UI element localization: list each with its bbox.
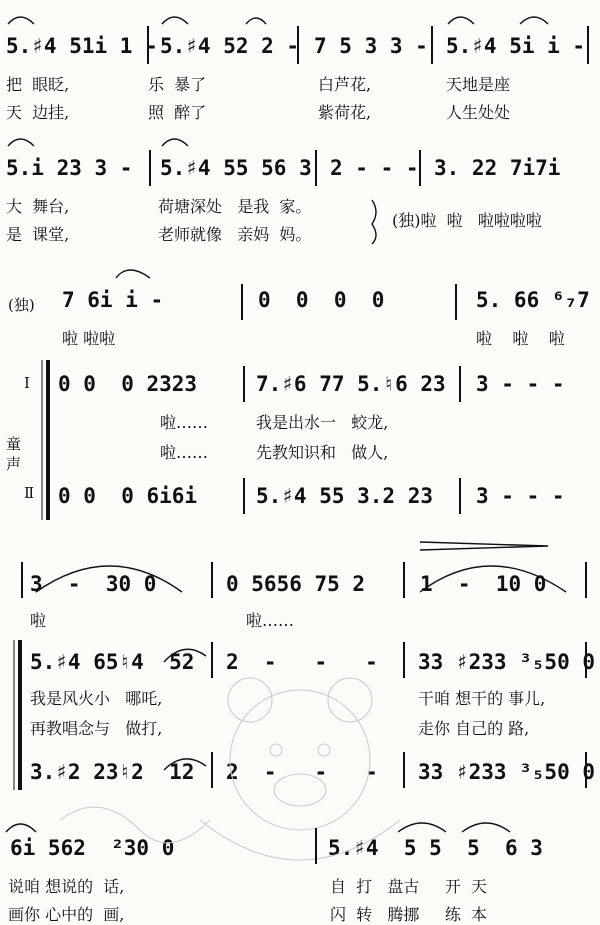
measure-notes: 1 - 10 0 (420, 572, 547, 596)
lyric: 啦 啦啦 (62, 329, 116, 348)
measure-notes: 0 0 0 6i6i (58, 484, 198, 508)
measure-notes: 0 0 0 2323 (58, 372, 198, 396)
lyric: 把 眼眨, (6, 75, 70, 94)
part-II-label: Ⅱ (24, 484, 35, 502)
measure-notes: 33 ♯233 ³₅50 0 (418, 760, 596, 784)
lyric: 说咱 想说的 话, (8, 877, 125, 896)
measure-notes: 5.♯4 51i 1 - (6, 34, 158, 58)
measure-notes: 7.♯6 77 5.♮6 23 (256, 372, 446, 396)
measure-notes: 7 5 3 3 - (314, 34, 428, 58)
slurs (6, 17, 566, 832)
measure-notes: 3. 22 7i7i (434, 156, 561, 180)
lyric: 天地是座 (446, 75, 511, 94)
bar-lines (14, 26, 588, 864)
lyric: 照 醉了 (148, 103, 207, 122)
lyric: 啦…… (160, 443, 209, 462)
lyric: 人生处处 (446, 103, 511, 122)
measure-notes: 2 - - - (330, 156, 419, 180)
measure-notes: 5. 66 ⁶₇7 (476, 288, 590, 312)
measure-notes: 2 - - - (226, 760, 378, 784)
measure-notes: 7 6i i - (62, 288, 164, 312)
lyric: 走你 自己的 路, (418, 719, 530, 738)
background-cartoon (60, 678, 400, 860)
lyric: 再教唱念与 做打, (30, 719, 163, 738)
measure-notes: 5.♯4 55 3.2 23 (256, 484, 434, 508)
lyric: 啦…… (246, 611, 295, 630)
choir-label: 童声 (6, 435, 22, 473)
measure-notes: 3 - - - (476, 372, 565, 396)
lyric: 是 课堂, (6, 225, 70, 244)
lyric: 啦 (30, 611, 47, 630)
measure-notes: 2 - - - (226, 650, 378, 674)
lyric: 我是风火小 哪吒, (30, 689, 163, 708)
lyric: 白芦花, (318, 75, 372, 94)
measure-notes: 33 ♯233 ³₅50 0 (418, 650, 596, 674)
measure-notes: 3 - 30 0 (30, 572, 157, 596)
lyric: 荷塘深处 是我 家。 (158, 197, 312, 216)
measure-notes: 0 0 0 0 (258, 288, 385, 312)
measure-notes: 5.♯4 5 5 5 6 3 (328, 836, 543, 860)
lyric: 大 舞台, (6, 197, 70, 216)
lyric: 老师就像 亲妈 妈。 (158, 225, 312, 244)
lyric: 天 边挂, (6, 103, 70, 122)
lyric: 紫荷花, (318, 103, 372, 122)
measure-notes: 5.♯4 5i i - (446, 34, 586, 58)
lyric: 我是出水一 蛟龙, (256, 413, 389, 432)
lyric: 啦…… (160, 413, 209, 432)
measure-notes: 5.♯4 65♮4 52 (30, 650, 195, 674)
measure-notes: 5.♯4 55 56 3 (160, 156, 312, 180)
solo-label: (独) (8, 296, 35, 314)
part-I-label: Ⅰ (24, 374, 30, 392)
measure-notes: 0 5656 75 2 (226, 572, 366, 596)
lyric: 乐 暴了 (148, 75, 207, 94)
measure-notes: 3.♯2 23♮2 12 (30, 760, 195, 784)
measure-notes: 5.♯4 52 2 - (160, 34, 300, 58)
lyric: 画你 心中的 画, (8, 905, 125, 924)
lyric: 啦 啦 啦 (476, 329, 565, 348)
lyric: 闪 转 腾挪 练 本 (330, 905, 488, 924)
measure-notes: 5.i 23 3 - (6, 156, 133, 180)
lyric: 自 打 盘古 开 天 (330, 877, 488, 896)
measure-notes: 3 - - - (476, 484, 565, 508)
lyric: 先教知识和 做人, (256, 443, 389, 462)
measure-notes: 6i 562 ²30 0 (10, 836, 175, 860)
lyric: (独)啦 啦 啦啦啦啦 (392, 211, 542, 230)
lyric: 干咱 想干的 事儿, (418, 689, 546, 708)
